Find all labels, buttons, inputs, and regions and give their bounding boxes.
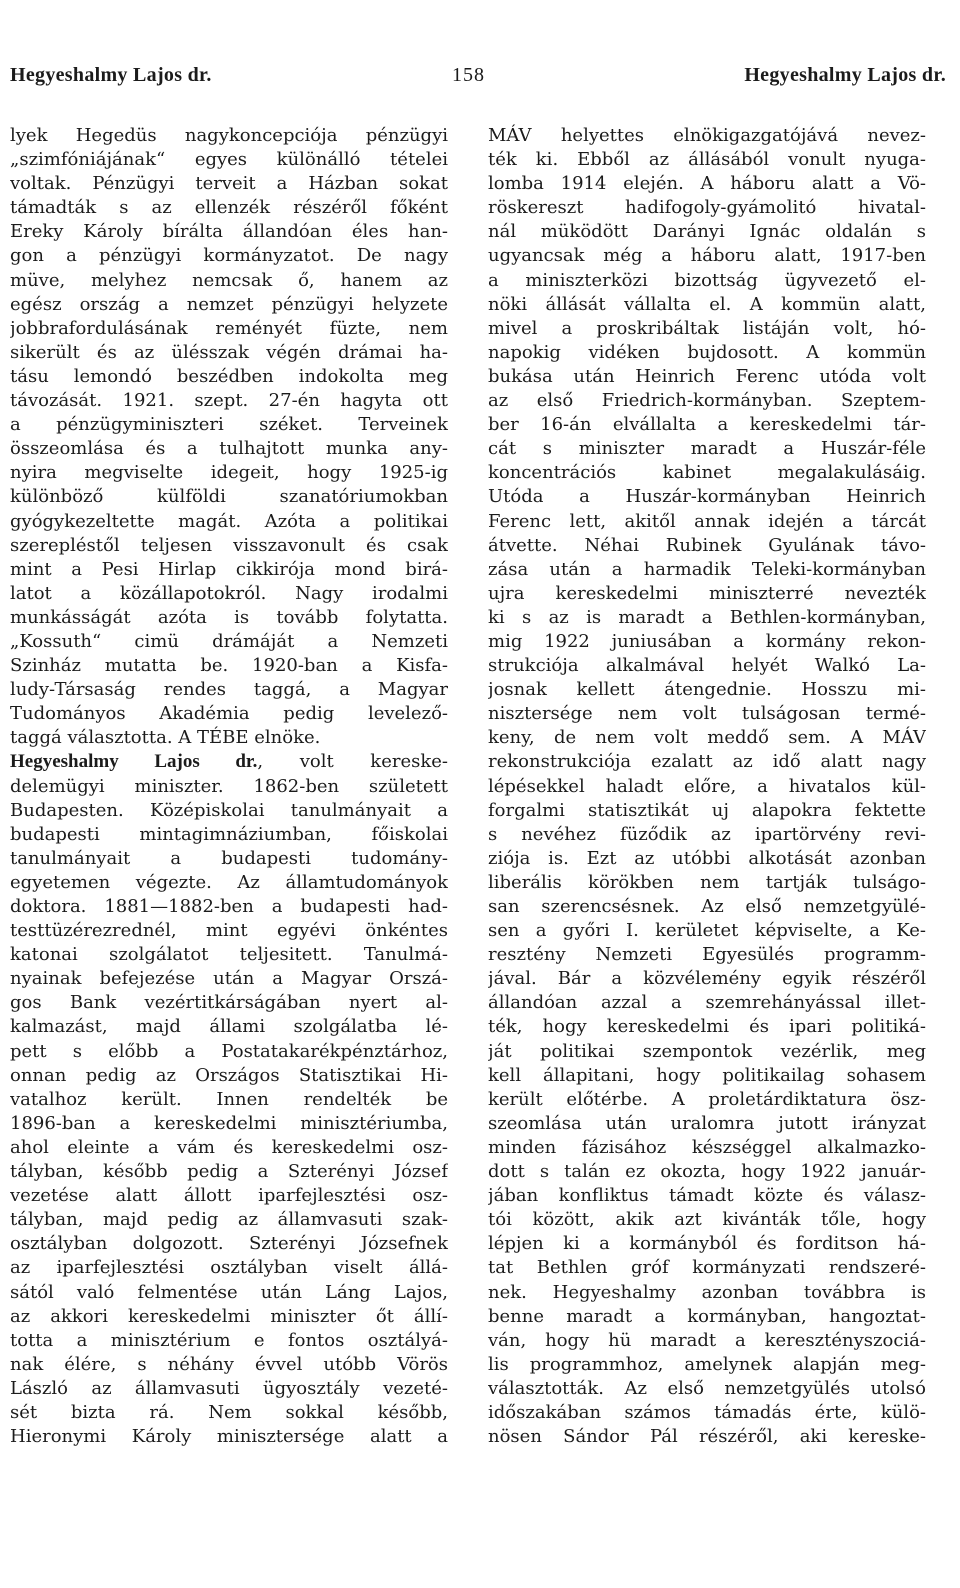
text-line: josnak kellett átengednie. Hosszu mi-: [488, 679, 926, 701]
text-line: lépjen ki a kormányból és forditson há-: [488, 1233, 926, 1255]
text-line: támadták s az ellenzék részéről főként: [10, 197, 448, 219]
text-line: Szinház mutatta be. 1920-ban a Kisfa-: [10, 655, 448, 677]
text-line: Utóda a Huszár-kormányban Heinrich: [488, 486, 926, 508]
text-line: nek. Hegyeshalmy azonban továbbra is: [488, 1281, 926, 1303]
text-line: választották. Az első nemzetgyülés utolsó: [488, 1377, 926, 1399]
text-line: Budapesten. Középiskolai tanulmányait a: [10, 799, 448, 821]
text-line: strukciója alkalmával helyét Walkó La-: [488, 655, 926, 677]
text-line: jobbrafordulásának reményét füzte, nem: [10, 317, 448, 339]
text-line: budapesti mintagimnáziumban, főiskolai: [10, 823, 448, 845]
text-line: összeomlása és a tulhajtott munka any-: [10, 438, 448, 460]
text-line: nösen Sándor Pál részéről, aki kereske-: [488, 1426, 926, 1448]
text-line: lis programmhoz, amelynek alapján meg-: [488, 1353, 926, 1375]
text-line: ludy-Társaság rendes taggá, a Magyar: [10, 679, 448, 701]
text-line: időszakában számos támadás érte, külö-: [488, 1401, 926, 1423]
text-line: ziója is. Ezt az utóbbi alkotását azonban: [488, 847, 926, 869]
text-line: liberális körökben nem tartják tulságo-: [488, 871, 926, 893]
text-line: totta a minisztérium e fontos osztályá-: [10, 1329, 448, 1351]
text-line: mig 1922 juniusában a kormány rekon-: [488, 630, 926, 652]
text-line: keny, de nem volt meddő sem. A MÁV: [488, 727, 926, 749]
text-line: nál müködött Darányi Ignác oldalán s: [488, 221, 926, 243]
text-line: ját politikai szempontok vezérlik, meg: [488, 1040, 926, 1062]
right-text-column: [488, 124, 926, 1449]
text-line: sét bizta rá. Nem sokkal később,: [10, 1401, 448, 1423]
text-line: 1896-ban a kereskedelmi minisztériumba,: [10, 1112, 448, 1134]
text-line: s nevéhez füződik az ipartörvény revi-: [488, 823, 926, 845]
text-line: napokig vidéken bujdosott. A kommün: [488, 341, 926, 363]
text-line: tanulmányait a budapesti tudomány-: [10, 847, 448, 869]
text-line: ván, hogy hü maradt a keresztényszociá-: [488, 1329, 926, 1351]
text-line: röskereszt hadifogoly-gyámolitó hivatal-: [488, 197, 926, 219]
text-line: sától való felmentése után Láng Lajos,: [10, 1281, 448, 1303]
text-line: ugyancsak még a háboru alatt, 1917-ben: [488, 245, 926, 267]
text-line: sikerült és az ülésszak végén drámai ha-: [10, 341, 448, 363]
text-line: kell állapitani, hogy politikailag sohasem: [488, 1064, 926, 1086]
text-line: az első Friedrich-kormányban. Szeptem-: [488, 390, 926, 412]
text-line: Tudományos Akadémia pedig levelező-: [10, 703, 448, 725]
text-line: bukása után Heinrich Ferenc utóda volt: [488, 365, 926, 387]
page-number: 158: [452, 64, 485, 86]
text-line: resztény Nemzeti Egyesülés programm-: [488, 944, 926, 966]
text-line: koncentrációs kabinet megalakulásáig.: [488, 462, 926, 484]
text-line: átvette. Néhai Rubinek Gyulának távo-: [488, 534, 926, 556]
text-line: vatalhoz került. Innen rendelték be: [10, 1088, 448, 1110]
text-line: „Kossuth“ cimü drámáját a Nemzeti: [10, 630, 448, 652]
text-line: távozását. 1921. szept. 27-én hagyta ott: [10, 390, 448, 412]
text-line: delemügyi miniszter. 1862-ben született: [10, 775, 448, 797]
text-line: munkásságát azóta is tovább folytatta.: [10, 606, 448, 628]
text-line: rekonstrukciója ezalatt az idő alatt nagy: [488, 751, 926, 773]
entry-headword-rest: , volt kereske-: [257, 751, 448, 773]
page-header: [0, 64, 960, 94]
text-line: ahol eleinte a vám és kereskedelmi osz-: [10, 1136, 448, 1158]
text-line: lomba 1914 elején. A háboru alatt a Vö-: [488, 173, 926, 195]
text-line: müve, melyhez nemcsak ő, hanem az: [10, 269, 448, 291]
text-line: jával. Bár a közvélemény egyik részéről: [488, 968, 926, 990]
text-line: László az államvasuti ügyosztály vezeté-: [10, 1377, 448, 1399]
text-line: nisztersége nem volt tulságosan termé-: [488, 703, 926, 725]
text-line: jában konfliktus támadt közte és válasz-: [488, 1185, 926, 1207]
text-line: MÁV helyettes elnökigazgatójává nevez-: [488, 125, 926, 146]
text-line: forgalmi statisztikát uj alapokra fektette: [488, 799, 926, 821]
text-line: tói között, akik azt kivánták tőle, hogy: [488, 1209, 926, 1231]
text-line: pett s előbb a Postatakarékpénztárhoz,: [10, 1040, 448, 1062]
text-line: gon a pénzügyi kormányzatot. De nagy: [10, 245, 448, 267]
text-line: kalmazást, majd állami szolgálatba lé-: [10, 1016, 448, 1038]
text-line: lépésekkel haladt előre, a hivatalos kül-: [488, 775, 926, 797]
text-line: minden fázisához készséggel alkalmazko-: [488, 1136, 926, 1158]
text-line: az iparfejlesztési osztályban viselt állá-: [10, 1257, 448, 1279]
text-line: egész ország a nemzet pénzügyi helyzete: [10, 293, 448, 315]
text-line: dott s talán ez okozta, hogy 1922 január-: [488, 1161, 926, 1183]
text-line: testtüzérezrednél, mint egyévi önkéntes: [10, 920, 448, 942]
text-line: cát s miniszter maradt a Huszár-féle: [488, 438, 926, 460]
text-line: állandóan azzal a szemrehányással illet-: [488, 992, 926, 1014]
text-line: osztályban dolgozott. Szterényi Józsefnek: [10, 1233, 448, 1255]
text-line: latot a közállapotokról. Nagy irodalmi: [10, 582, 448, 604]
text-line: Hieronymi Károly minisztersége alatt a: [10, 1426, 448, 1448]
text-line: taggá választotta. A TÉBE elnöke.: [10, 727, 321, 749]
text-line: ték, hogy kereskedelmi és ipari politiká-: [488, 1016, 926, 1038]
text-line: doktora. 1881—1882-ben a budapesti had-: [10, 896, 448, 917]
text-line: nak élére, s néhány évvel utóbb Vörös: [10, 1353, 448, 1375]
text-line: nyira megviselte idegeit, hogy 1925-ig: [10, 462, 448, 484]
text-line: ujra kereskedelmi miniszterré nevezték: [488, 582, 926, 604]
entry-headword: Hegyeshalmy Lajos dr.: [10, 751, 258, 773]
text-line: onnan pedig az Országos Statisztikai Hi-: [10, 1064, 448, 1086]
text-line: mivel a proskribáltak listáján volt, hó-: [488, 317, 926, 339]
text-line: gos Bank vezértitkárságában nyert al-: [10, 992, 448, 1014]
text-line: tályban, később pedig a Szterényi József: [10, 1161, 448, 1183]
running-head-left: Hegyeshalmy Lajos dr.: [10, 64, 212, 86]
text-line: benne maradt a kormányban, hangoztat-: [488, 1305, 926, 1327]
left-text-column: [10, 124, 448, 1449]
running-head-right: Hegyeshalmy Lajos dr.: [744, 64, 946, 86]
text-line: zása után a harmadik Teleki-kormányban: [488, 558, 926, 580]
text-line: [10, 750, 448, 774]
text-line: ki s az is maradt a Bethlen-kormányban,: [488, 606, 926, 628]
text-line: katonai szolgálatot teljesitett. Tanulmá-: [10, 944, 448, 966]
text-line: sen a győri I. kerületet képviselte, a Ke-: [488, 920, 926, 942]
text-line: különböző külföldi szanatóriumokban: [10, 486, 448, 508]
text-line: tályban, majd pedig az államvasuti szak-: [10, 1209, 448, 1231]
text-line: gyógykezeltette magát. Azóta a politikai: [10, 510, 448, 532]
text-line: lyek Hegedüs nagykoncepciója pénzügyi: [10, 125, 448, 146]
text-line: nöki állását vállalta el. A kommün alatt,: [488, 293, 926, 315]
text-line: a miniszterközi bizottság ügyvezető el-: [488, 269, 926, 291]
text-line: voltak. Pénzügyi terveit a Házban sokat: [10, 173, 448, 195]
text-line: nyainak befejezése után a Magyar Orszá-: [10, 968, 448, 990]
text-line: tat Bethlen gróf kormányzati rendszeré-: [488, 1257, 926, 1279]
text-line: mint a Pesi Hirlap cikkirója mond birá-: [10, 558, 448, 580]
text-line: az akkori kereskedelmi miniszter őt állí-: [10, 1305, 448, 1327]
text-line: a pénzügyminiszteri széket. Terveinek: [10, 414, 448, 436]
text-line: szerepléstől teljesen visszavonult és csak: [10, 534, 448, 556]
text-line: tásu lemondó beszédben indokolta meg: [10, 365, 448, 387]
text-line: ték ki. Ebből az állásából vonult nyuga-: [488, 149, 926, 171]
text-line: „szimfóniájának“ egyes különálló tételei: [10, 149, 448, 171]
text-line: vezetése alatt állott iparfejlesztési osz-: [10, 1185, 448, 1207]
text-line: egyetemen végezte. Az államtudományok: [10, 871, 448, 893]
text-line: Ereky Károly bírálta állandóan éles han-: [10, 221, 448, 243]
text-line: san szerencsésnek. Az első nemzetgyülé-: [488, 896, 926, 917]
text-line: szeomlása után uralomra jutott irányzat: [488, 1112, 926, 1134]
text-line: Ferenc lett, akitől annak idején a tárcát: [488, 510, 926, 532]
text-line: került előtérbe. A proletárdiktatura ösz-: [488, 1088, 926, 1110]
text-line: ber 16-án elvállalta a kereskedelmi tár-: [488, 414, 926, 436]
